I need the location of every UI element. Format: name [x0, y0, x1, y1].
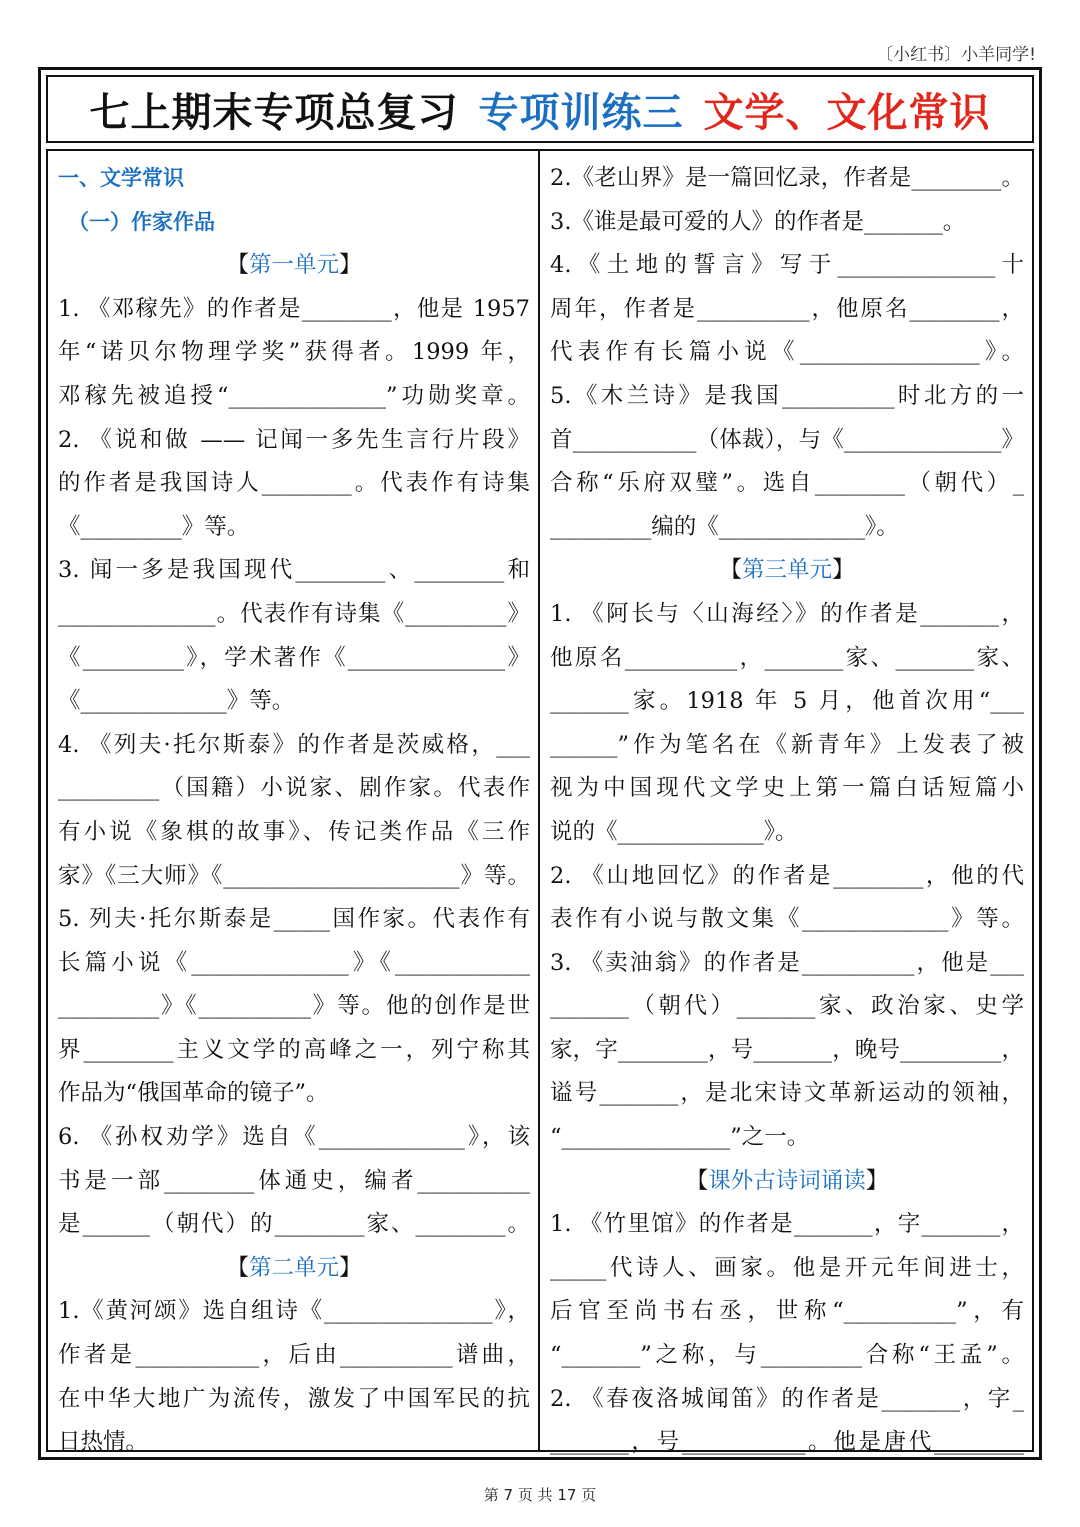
unit-name: 课外古诗词诵读	[708, 1167, 866, 1194]
right-column	[540, 151, 1032, 1456]
page-number: 第 7 页 共 17 页	[483, 1486, 597, 1504]
question-line: 5. 列夫·托尔斯泰是_____国作家。代表作有	[58, 906, 530, 933]
question-line: 1. 《阿长与〈山海经〉》的作者是_______，	[550, 600, 1024, 627]
unit-heading-3: 【第三单元】	[719, 557, 855, 584]
question-line: 1.《黄河颂》选自组诗《_______________》，	[58, 1298, 530, 1325]
subsection-heading: （一）作家作品	[68, 209, 215, 234]
worksheet-frame	[38, 67, 1042, 1460]
question-line: 说的《_____________》。	[550, 818, 798, 845]
question-line: 3. 闻一多是我国现代________、________和	[58, 557, 530, 584]
question-line: 日热情。	[58, 1429, 149, 1456]
unit-name: 第三单元	[741, 557, 832, 584]
question-line: 书是一部________体通史，编者__________	[58, 1167, 530, 1194]
question-line: _______（朝代）_______家、政治家、史学	[550, 993, 1024, 1020]
question-line: 周年，作者是__________，他原名________，	[550, 295, 1024, 322]
question-line: 有小说《象棋的故事》、传记类作品《三作	[58, 818, 530, 845]
worksheet-body	[46, 149, 1034, 1456]
question-line: _______，号___________。他是唐代________	[550, 1429, 1024, 1456]
section-heading: 一、文学常识	[58, 166, 184, 190]
question-line: 2.《老山界》是一篇回忆录，作者是________。	[550, 165, 1024, 191]
question-line: 4. 《列夫·托尔斯泰》的作者是茨威格，___	[58, 731, 530, 758]
question-line: 合称“乐府双璧”。选自________（朝代）_	[550, 470, 1024, 497]
unit-name: 第二单元	[248, 1254, 339, 1281]
question-line: 邓稼先被追授“______________”功勋奖章。	[58, 382, 530, 409]
question-line: 5.《木兰诗》是我国__________时北方的一	[550, 382, 1024, 409]
question-line: 1. 《邓稼先》的作者是________，他是 1957	[58, 295, 530, 322]
question-line: 视为中国现代文学史上第一篇白话短篇小	[550, 775, 1024, 802]
page-title	[46, 75, 1034, 143]
question-line: _________（国籍）小说家、剧作家。代表作	[58, 775, 530, 802]
question-line: 是______（朝代）的________家、________。	[58, 1211, 530, 1238]
watermark: 〔小红书〕小羊同学!	[876, 45, 1036, 65]
question-line: 年“诺贝尔物理学奖”获得者。1999 年，	[58, 339, 530, 366]
question-line: 家》《三大师》《_____________________》等。	[58, 862, 530, 889]
question-line: 《_________》等。	[58, 513, 250, 540]
question-line: 他原名__________，_______家、_______家、	[550, 644, 1024, 671]
question-line: 长篇小说《______________》《____________	[58, 949, 530, 976]
question-line: 家，字________，号_______，晚号_________，	[550, 1036, 1024, 1063]
unit-heading-2: 【第二单元】	[226, 1254, 362, 1281]
question-line: _______家。1918 年 5 月，他首次用“___	[550, 688, 1024, 715]
question-line: 3. 《卖油翁》的作者是__________，他是___	[550, 949, 1024, 976]
question-line: 首___________（体裁），与《______________》	[550, 426, 1024, 453]
question-line: 在中华大地广为流传，激发了中国军民的抗	[58, 1385, 530, 1412]
question-line: _________》《__________》等。他的创作是世	[58, 993, 530, 1020]
question-line: 6. 《孙权劝学》选自《_____________》，该	[58, 1124, 530, 1151]
question-line: 3.《谁是最可爱的人》的作者是_______。	[550, 208, 966, 235]
question-line: 代表作有长篇小说《________________》。	[550, 339, 1024, 366]
question-line: 作品为“俄国革命的镜子”。	[58, 1080, 329, 1107]
question-line: ______________。代表作有诗集《_________》	[58, 600, 530, 627]
question-line: 《_____________》等。	[58, 688, 295, 715]
title-part-1: 七上期末专项总复习	[89, 89, 459, 136]
unit-heading-1: 【第一单元】	[226, 252, 362, 279]
question-line: “_______”之称，与_________合称“王孟”。	[550, 1342, 1024, 1369]
question-line: 作者是___________，后由__________谱曲，	[58, 1342, 530, 1369]
question-line: ______”作为笔名在《新青年》上发表了被	[550, 731, 1024, 758]
question-line: 2. 《说和做 —— 记闻一多先生言行片段》	[58, 426, 530, 453]
unit-name: 第一单元	[248, 252, 339, 279]
question-line: 表作有小说与散文集《_____________》等。	[550, 906, 1024, 933]
title-part-2: 专项训练三	[478, 89, 684, 136]
title-part-3: 文学、文化常识	[703, 89, 991, 136]
question-line: 的作者是我国诗人________。代表作有诗集	[58, 470, 530, 497]
question-line: 4.《土地的誓言》写于______________十	[550, 252, 1024, 279]
question-line: 《_________》，学术著作《______________》	[58, 644, 530, 671]
question-line: 界________主义文学的高峰之一，列宁称其	[58, 1036, 530, 1063]
question-line: _____代诗人、画家。他是开元年间进士，	[550, 1254, 1024, 1281]
question-line: 1. 《竹里馆》的作者是_______，字_______，	[550, 1211, 1024, 1238]
question-line: _________编的《_____________》。	[550, 513, 899, 540]
question-line: 后官至尚书右丞，世称“__________”，有	[550, 1298, 1024, 1325]
question-line: 2. 《山地回忆》的作者是________，他的代	[550, 862, 1024, 889]
left-column	[48, 151, 540, 1456]
question-line: “_______________”之一。	[550, 1124, 810, 1151]
unit-heading-extra: 【课外古诗词诵读】	[685, 1167, 889, 1194]
question-line: 2. 《春夜洛城闻笛》的作者是_______，字_	[550, 1385, 1024, 1412]
question-line: 谥号_______，是北宋诗文革新运动的领袖，	[550, 1080, 1024, 1107]
